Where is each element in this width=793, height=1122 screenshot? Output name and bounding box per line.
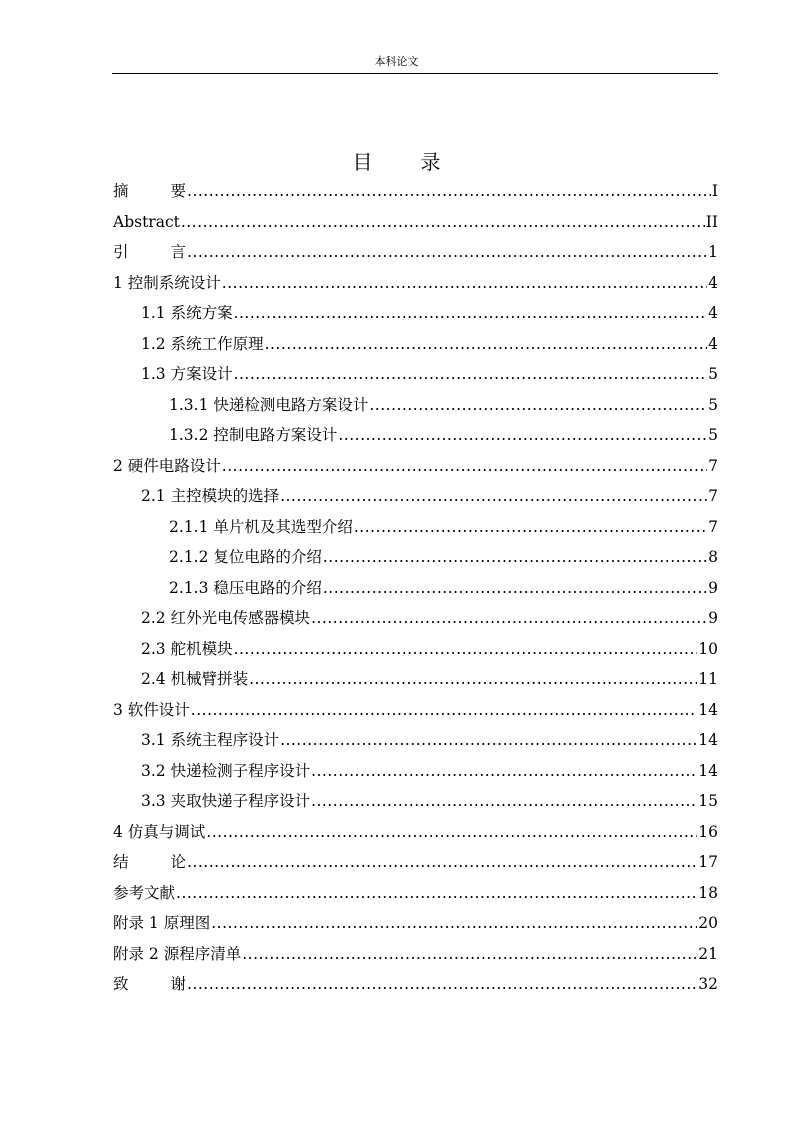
toc-entry-label: 3.2 快递检测子程序设计 — [141, 761, 311, 780]
toc-entry-label: 1.3.2 控制电路方案设计 — [169, 426, 338, 444]
toc-entry-page-number: 9 — [708, 609, 718, 627]
toc-entry-label: 致谢 — [113, 975, 187, 993]
toc-entry-label: 1.2 系统工作原理 — [141, 334, 264, 353]
toc-entry-label: 2.2 红外光电传感器模块 — [141, 609, 311, 627]
toc-entry-page-number: 1 — [708, 243, 718, 261]
header-rule — [112, 73, 718, 74]
dot-leader — [280, 725, 697, 756]
toc-entry-page-number: 5 — [708, 395, 718, 414]
toc-entry[interactable] — [113, 298, 718, 329]
toc-entry[interactable] — [113, 664, 718, 695]
dot-leader — [311, 603, 707, 634]
toc-entry-page-number: 11 — [698, 670, 718, 688]
toc-entry[interactable] — [113, 390, 718, 421]
toc-entry-label: 1.3.1 快递检测电路方案设计 — [169, 395, 369, 414]
dot-leader — [222, 268, 707, 299]
dot-leader — [354, 512, 707, 543]
toc-entry-page-number: I — [711, 182, 718, 200]
dot-leader — [187, 969, 697, 1000]
toc-entry-page-number: 21 — [698, 944, 718, 963]
dot-leader — [323, 573, 707, 604]
toc-entry-page-number: 14 — [698, 700, 718, 719]
toc-entry-page-number: 15 — [698, 792, 718, 810]
toc-entry-page-number: 17 — [698, 853, 718, 871]
toc-entry[interactable] — [113, 817, 718, 848]
toc-entry-label: 1 控制系统设计 — [113, 273, 221, 292]
dot-leader — [234, 634, 698, 665]
toc-entry-page-number: 18 — [698, 883, 718, 902]
toc-entry-page-number: 7 — [708, 487, 718, 505]
toc-entry[interactable] — [113, 634, 718, 665]
toc-entry-page-number: 4 — [708, 304, 718, 322]
toc-entry-label: 2.1.2 复位电路的介绍 — [169, 548, 322, 566]
toc-entry[interactable] — [113, 237, 718, 268]
dot-leader — [187, 237, 707, 268]
dot-leader — [191, 695, 697, 726]
toc-entry-page-number: 5 — [708, 426, 718, 444]
page-header: 本科论文 — [374, 55, 419, 68]
toc-entry[interactable] — [113, 725, 718, 756]
dot-leader — [280, 481, 707, 512]
toc-entry-label: 2.1.3 稳压电路的介绍 — [169, 578, 322, 597]
toc-title: 目录 — [352, 150, 489, 174]
toc-entry[interactable] — [113, 908, 718, 939]
toc-entry[interactable] — [113, 847, 718, 878]
toc-entry[interactable] — [113, 420, 718, 451]
toc-entry-label: 2.1 主控模块的选择 — [141, 487, 280, 505]
toc-entry[interactable] — [113, 878, 718, 909]
dot-leader — [338, 420, 707, 451]
toc-entry-label: 结论 — [113, 853, 187, 871]
dot-leader — [187, 176, 711, 207]
toc-entry-label: 参考文献 — [113, 883, 176, 902]
toc-entry-page-number: 14 — [698, 731, 718, 749]
toc-entry-page-number: 5 — [708, 365, 718, 383]
toc-entry[interactable] — [113, 512, 718, 543]
toc-entry[interactable] — [113, 329, 718, 360]
dot-leader — [206, 817, 697, 848]
toc-entry[interactable] — [113, 359, 718, 390]
toc-entry-label: 2.4 机械臂拼装 — [141, 670, 249, 688]
dot-leader — [234, 298, 708, 329]
toc-entry[interactable] — [113, 176, 718, 207]
toc-entry-label: 附录 2 源程序清单 — [113, 944, 242, 963]
dot-leader — [181, 207, 705, 238]
toc-entry[interactable] — [113, 268, 718, 299]
toc-entry[interactable] — [113, 939, 718, 970]
dot-leader — [211, 908, 697, 939]
toc-entry-label: 3.3 夹取快递子程序设计 — [141, 792, 311, 810]
toc-entry[interactable] — [113, 603, 718, 634]
dot-leader — [311, 786, 697, 817]
toc-entry-label: 3.1 系统主程序设计 — [141, 731, 280, 749]
toc-entry[interactable] — [113, 695, 718, 726]
toc-entry-label: 附录 1 原理图 — [113, 914, 211, 932]
dot-leader — [242, 939, 697, 970]
toc-entry-label: 3 软件设计 — [113, 700, 190, 719]
dot-leader — [311, 756, 697, 787]
toc-entry-page-number: 10 — [698, 639, 718, 658]
toc-entry-page-number: 4 — [708, 334, 718, 353]
dot-leader — [187, 847, 697, 878]
toc-entry-label: 1.1 系统方案 — [141, 304, 233, 322]
toc-entry[interactable] — [113, 573, 718, 604]
toc-entry[interactable] — [113, 481, 718, 512]
toc-entry-page-number: 16 — [698, 822, 718, 841]
toc-entry[interactable] — [113, 542, 718, 573]
toc-entry-page-number: 32 — [698, 975, 718, 993]
toc-entry-label: 摘要 — [113, 182, 187, 200]
dot-leader — [222, 451, 707, 482]
toc-entry-page-number: 7 — [708, 517, 718, 536]
dot-leader — [369, 390, 707, 421]
dot-leader — [249, 664, 697, 695]
toc-entry-page-number: 9 — [708, 578, 718, 597]
toc-entry-label: 2.3 舵机模块 — [141, 639, 233, 658]
toc-entry[interactable] — [113, 969, 718, 1000]
dot-leader — [176, 878, 697, 909]
dot-leader — [234, 359, 708, 390]
dot-leader — [265, 329, 708, 360]
toc-entry-page-number: 7 — [708, 456, 718, 475]
toc-entry[interactable] — [113, 207, 718, 238]
toc-entry[interactable] — [113, 786, 718, 817]
toc-entry-page-number: 14 — [698, 761, 718, 780]
toc-entry-page-number: 8 — [708, 548, 718, 566]
toc-entry[interactable] — [113, 451, 718, 482]
toc-entry-page-number: II — [705, 212, 718, 231]
toc-entry-label: Abstract — [113, 212, 180, 231]
table-of-contents — [113, 176, 718, 1000]
toc-entry[interactable] — [113, 756, 718, 787]
toc-entry-page-number: 20 — [698, 914, 718, 932]
toc-entry-label: 1.3 方案设计 — [141, 365, 233, 383]
toc-entry-label: 2.1.1 单片机及其选型介绍 — [169, 517, 353, 536]
toc-entry-page-number: 4 — [708, 273, 718, 292]
toc-entry-label: 2 硬件电路设计 — [113, 456, 221, 475]
dot-leader — [323, 542, 707, 573]
toc-entry-label: 引言 — [113, 243, 187, 261]
toc-entry-label: 4 仿真与调试 — [113, 822, 206, 841]
